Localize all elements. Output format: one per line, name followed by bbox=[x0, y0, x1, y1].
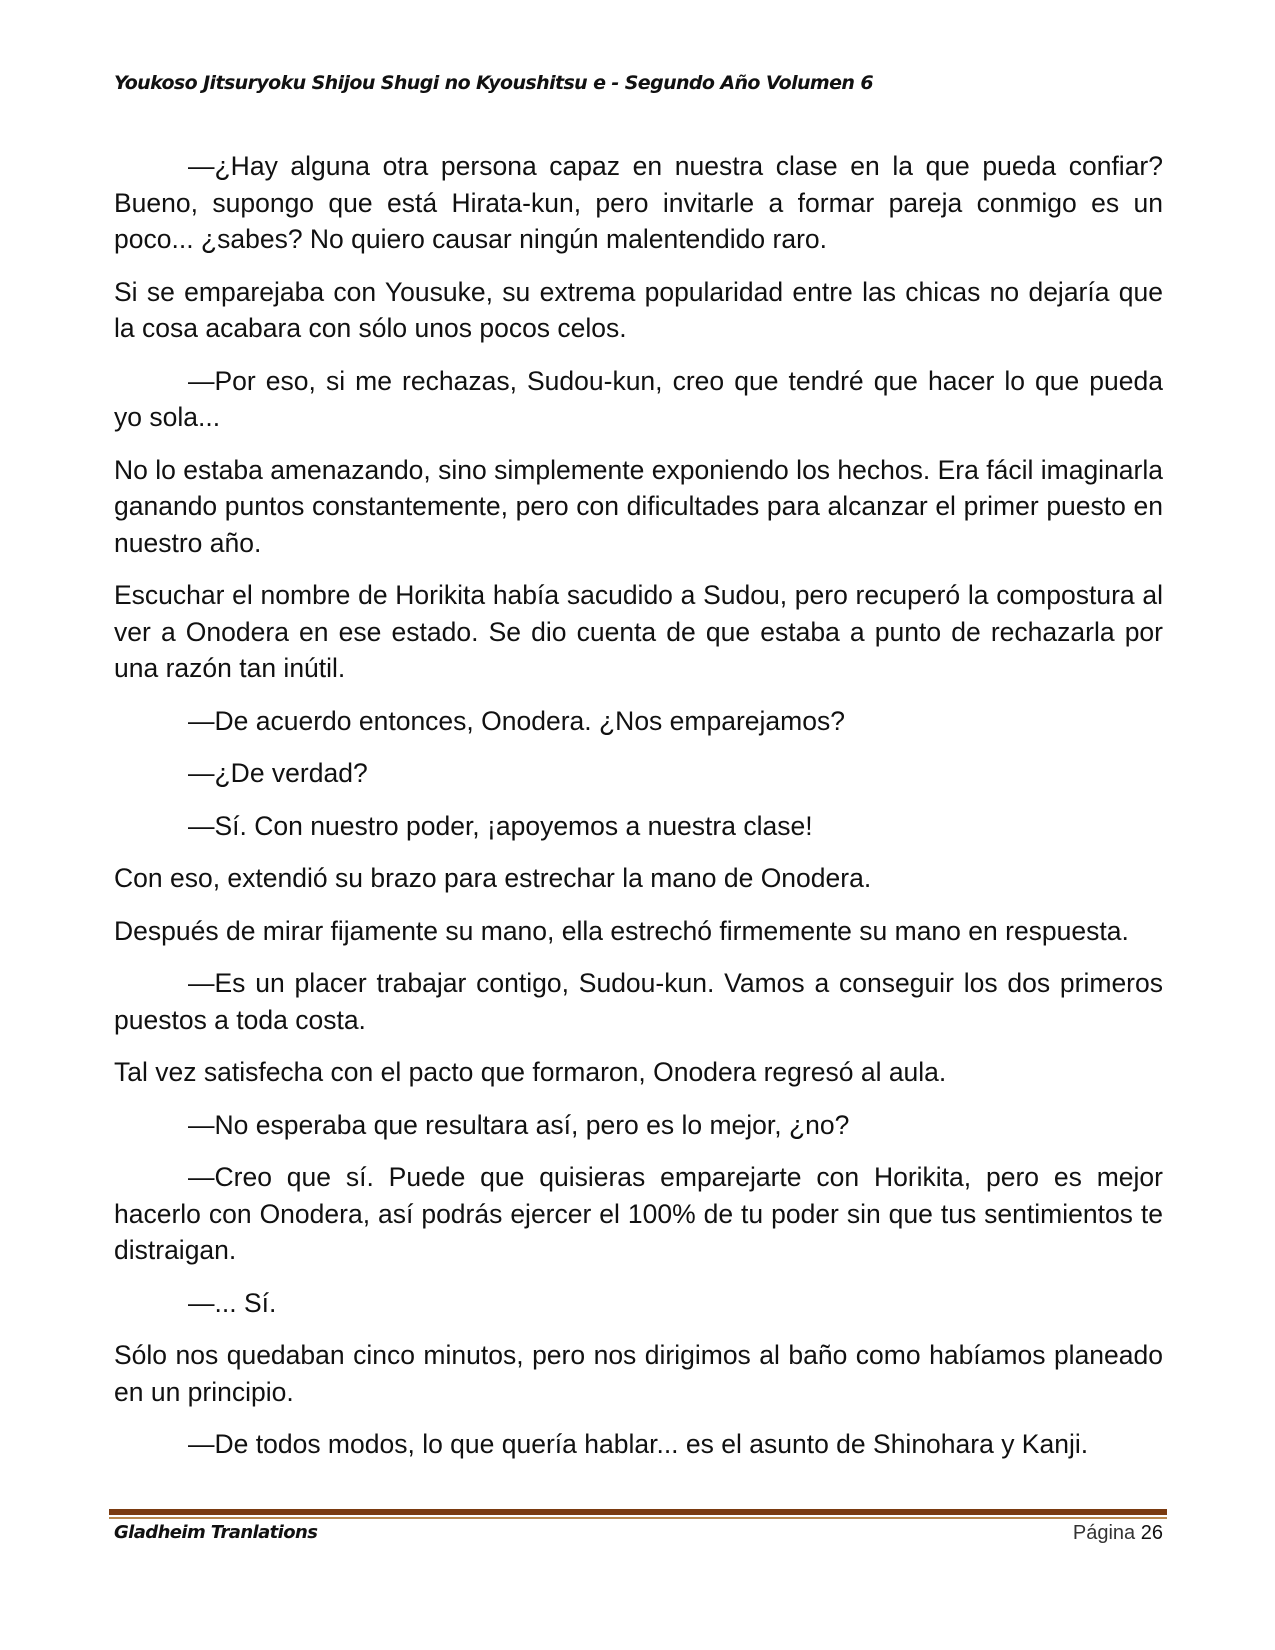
paragraph: No lo estaba amenazando, sino simplemente exponiendo los hechos. Era fácil imaginarla ganando puntos constantemente, pero con dificultades para alcanzar el primer puesto en nuestro año. bbox=[114, 454, 1163, 558]
paragraph: —¿Hay alguna otra persona capaz en nuestra clase en la que pueda confiar? Bueno, supongo que está Hirata-kun, pero invitarle a formar pareja conmigo es un poco... ¿sabes? No quiero causar ningún malentendido raro. bbox=[114, 151, 1163, 254]
paragraph: —No esperaba que resultara así, pero es lo mejor, ¿no? bbox=[188, 1109, 850, 1140]
paragraph: Sólo nos quedaban cinco minutos, pero nos dirigimos al baño como habíamos planeado en un principio. bbox=[114, 1340, 1163, 1407]
paragraph: Si se emparejaba con Yousuke, su extrema popularidad entre las chicas no dejaría que la cosa acabara con sólo unos pocos celos. bbox=[114, 276, 1163, 343]
footer-rule bbox=[109, 1509, 1167, 1515]
paragraph: Tal vez satisfecha con el pacto que formaron, Onodera regresó al aula. bbox=[114, 1057, 947, 1087]
paragraph: —Por eso, si me rechazas, Sudou-kun, creo que tendré que hacer lo que pueda yo sola... bbox=[114, 365, 1163, 432]
page-number-value: 26 bbox=[1140, 1522, 1163, 1544]
paragraph: —De todos modos, lo que quería hablar... es el asunto de Shinohara y Kanji. bbox=[188, 1429, 1089, 1459]
paragraph: Después de mirar fijamente su mano, ella estrechó firmemente su mano en respuesta. bbox=[114, 915, 1129, 946]
paragraph: —... Sí. bbox=[188, 1287, 277, 1318]
paragraph: —De acuerdo entonces, Onodera. ¿Nos emparejamos? bbox=[188, 705, 845, 736]
paragraph: —¿De verdad? bbox=[188, 758, 368, 788]
footer-rule-thin bbox=[109, 1517, 1167, 1519]
page-body bbox=[114, 148, 1163, 1479]
paragraph: —Sí. Con nuestro poder, ¡apoyemos a nuestra clase! bbox=[188, 810, 813, 841]
paragraph: Con eso, extendió su brazo para estrechar la mano de Onodera. bbox=[114, 863, 872, 893]
paragraph: Escuchar el nombre de Horikita había sacudido a Sudou, pero recuperó la compostura al ver a Onodera en ese estado. Se dio cuenta de que estaba a punto de rechazarla por una razón tan inútil. bbox=[114, 580, 1163, 683]
page-number bbox=[1073, 1522, 1163, 1545]
paragraph: —Es un placer trabajar contigo, Sudou-kun. Vamos a conseguir los dos primeros puestos a toda costa. bbox=[114, 968, 1163, 1035]
footer-credit: Gladheim Tranlations bbox=[114, 1522, 318, 1543]
paragraph: —Creo que sí. Puede que quisieras emparejarte con Horikita, pero es mejor hacerlo con Onodera, así podrás ejercer el 100% de tu poder sin que tus sentimientos te distraigan. bbox=[114, 1162, 1163, 1265]
running-header: Youkoso Jitsuryoku Shijou Shugi no Kyoushitsu e - Segundo Año Volumen 6 bbox=[114, 72, 873, 94]
page-label: Página bbox=[1072, 1522, 1136, 1544]
